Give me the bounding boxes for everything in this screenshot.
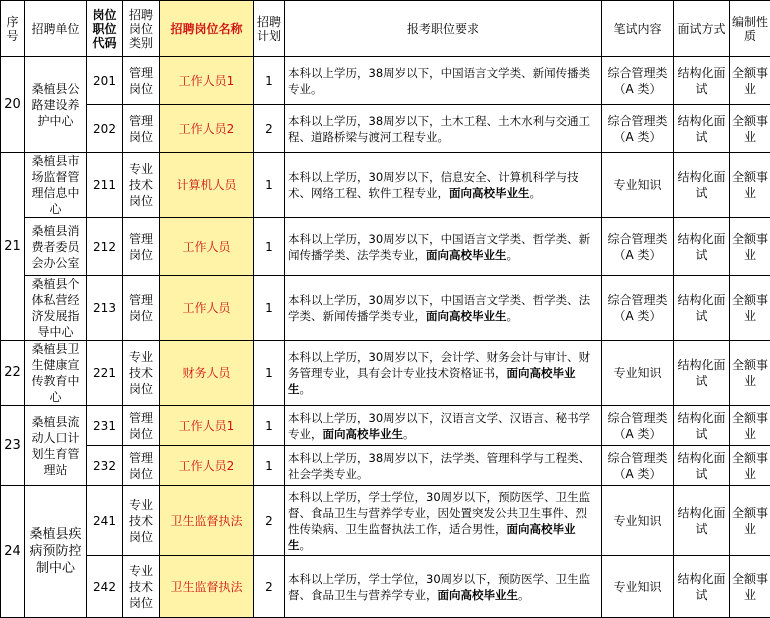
- plan-cell: 1: [254, 276, 285, 341]
- exam-cell: 专业知识: [602, 153, 674, 218]
- table-row: [1, 341, 770, 406]
- requirements-cell: 本科以上学历，38周岁以下，中国语言文学类、新闻传播类专业。: [285, 57, 602, 105]
- code-cell: 212: [87, 218, 123, 276]
- table-row: [1, 218, 770, 276]
- requirements-cell: 本科以上学历，30周岁以下，汉语言文学、汉语言、秘书学专业，面向高校毕业生。: [285, 406, 602, 446]
- table-row: [1, 446, 770, 486]
- position-name-cell: 工作人员1: [160, 406, 254, 446]
- code-cell: 241: [87, 486, 123, 556]
- exam-cell: 综合管理类（A 类）: [602, 406, 674, 446]
- unit-cell: 桑植县公路建设养护中心: [25, 57, 87, 153]
- position-name-cell: 工作人员: [160, 276, 254, 341]
- seq-cell: 23: [1, 406, 25, 486]
- plan-cell: 2: [254, 486, 285, 556]
- code-cell: 221: [87, 341, 123, 406]
- position-name-cell: 卫生监督执法: [160, 486, 254, 556]
- interview-cell: 结构化面试: [674, 406, 730, 446]
- category-cell: 专业技术岗位: [123, 556, 160, 618]
- interview-cell: 结构化面试: [674, 486, 730, 556]
- code-cell: 232: [87, 446, 123, 486]
- code-cell: 202: [87, 105, 123, 153]
- position-name-cell: 计算机人员: [160, 153, 254, 218]
- requirements-cell: 本科以上学历，学士学位，30周岁以下，预防医学、卫生监督、食品卫生与营养学专业，因处置突发公共卫生事件、烈性传染病、卫生监督执法工作，适合男性，面向高校毕业生。: [285, 486, 602, 556]
- category-cell: 管理岗位: [123, 406, 160, 446]
- exam-cell: 综合管理类（A 类）: [602, 105, 674, 153]
- staffing-cell: 全额事业: [730, 406, 770, 446]
- header-code: 岗位职位代码: [87, 1, 123, 57]
- interview-cell: 结构化面试: [674, 446, 730, 486]
- plan-cell: 1: [254, 57, 285, 105]
- table-row: [1, 153, 770, 218]
- position-name-cell: 工作人员: [160, 218, 254, 276]
- header-staffing: 编制性质: [730, 1, 770, 57]
- unit-cell: 桑植县流动人口计划生育管理站: [25, 406, 87, 486]
- unit-cell: 桑植县疾病预防控制中心: [25, 486, 87, 618]
- table-row: [1, 556, 770, 618]
- header-name: 招聘岗位名称: [160, 1, 254, 57]
- seq-cell: 21: [1, 153, 25, 341]
- header-interview: 面试方式: [674, 1, 730, 57]
- staffing-cell: 全额事业: [730, 556, 770, 618]
- plan-cell: 1: [254, 406, 285, 446]
- table-row: [1, 276, 770, 341]
- header-unit: 招聘单位: [25, 1, 87, 57]
- seq-cell: 20: [1, 57, 25, 153]
- staffing-cell: 全额事业: [730, 218, 770, 276]
- requirements-cell: 本科以上学历，38周岁以下，土木工程、土木水利与交通工程、道路桥梁与渡河工程专业。: [285, 105, 602, 153]
- code-cell: 231: [87, 406, 123, 446]
- plan-cell: 2: [254, 556, 285, 618]
- interview-cell: 结构化面试: [674, 276, 730, 341]
- header-seq: 序号: [1, 1, 25, 57]
- staffing-cell: 全额事业: [730, 486, 770, 556]
- staffing-cell: 全额事业: [730, 105, 770, 153]
- staffing-cell: 全额事业: [730, 153, 770, 218]
- interview-cell: 结构化面试: [674, 556, 730, 618]
- exam-cell: 专业知识: [602, 486, 674, 556]
- unit-cell: 桑植县市场监督管理信息中心: [25, 153, 87, 218]
- exam-cell: 综合管理类（A 类）: [602, 276, 674, 341]
- category-cell: 专业技术岗位: [123, 486, 160, 556]
- requirements-cell: 本科以上学历，30周岁以下，中国语言文学类、哲学类、法学类、新闻传播学类专业，面向高校毕业生。: [285, 276, 602, 341]
- position-name-cell: 卫生监督执法: [160, 556, 254, 618]
- exam-cell: 专业知识: [602, 556, 674, 618]
- exam-cell: 专业知识: [602, 341, 674, 406]
- staffing-cell: 全额事业: [730, 276, 770, 341]
- table-row: [1, 57, 770, 105]
- plan-cell: 1: [254, 446, 285, 486]
- table-row: [1, 105, 770, 153]
- requirements-cell: 本科以上学历，38周岁以下，法学类、管理科学与工程类、社会学类专业。: [285, 446, 602, 486]
- interview-cell: 结构化面试: [674, 218, 730, 276]
- seq-cell: 22: [1, 341, 25, 406]
- plan-cell: 2: [254, 105, 285, 153]
- header-row: [1, 1, 770, 57]
- interview-cell: 结构化面试: [674, 57, 730, 105]
- requirements-cell: 本科以上学历，30周岁以下，会计学、财务会计与审计、财务管理专业，具有会计专业技术资格证书，面向高校毕业生。: [285, 341, 602, 406]
- requirements-cell: 本科以上学历，30周岁以下，信息安全、计算机科学与技术、网络工程、软件工程专业，面向高校毕业生。: [285, 153, 602, 218]
- header-plan: 招聘计划: [254, 1, 285, 57]
- category-cell: 管理岗位: [123, 276, 160, 341]
- unit-cell: 桑植县个体私营经济发展指导中心: [25, 276, 87, 341]
- unit-cell: 桑植县消费者委员会办公室: [25, 218, 87, 276]
- category-cell: 专业技术岗位: [123, 153, 160, 218]
- staffing-cell: 全额事业: [730, 57, 770, 105]
- code-cell: 211: [87, 153, 123, 218]
- position-name-cell: 工作人员2: [160, 446, 254, 486]
- header-exam: 笔试内容: [602, 1, 674, 57]
- staffing-cell: 全额事业: [730, 446, 770, 486]
- requirements-cell: 本科以上学历，30周岁以下，中国语言文学类、哲学类、新闻传播学类、法学类专业，面向高校毕业生。: [285, 218, 602, 276]
- plan-cell: 1: [254, 153, 285, 218]
- position-name-cell: 工作人员2: [160, 105, 254, 153]
- header-category: 招聘岗位类别: [123, 1, 160, 57]
- exam-cell: 综合管理类（A 类）: [602, 218, 674, 276]
- category-cell: 专业技术岗位: [123, 341, 160, 406]
- position-name-cell: 财务人员: [160, 341, 254, 406]
- staffing-cell: 全额事业: [730, 341, 770, 406]
- header-requirements: 报考职位要求: [285, 1, 602, 57]
- category-cell: 管理岗位: [123, 446, 160, 486]
- exam-cell: 综合管理类（A 类）: [602, 446, 674, 486]
- seq-cell: 24: [1, 486, 25, 618]
- interview-cell: 结构化面试: [674, 153, 730, 218]
- interview-cell: 结构化面试: [674, 105, 730, 153]
- category-cell: 管理岗位: [123, 57, 160, 105]
- exam-cell: 综合管理类（A 类）: [602, 57, 674, 105]
- unit-cell: 桑植县卫生健康宣传教育中心: [25, 341, 87, 406]
- category-cell: 管理岗位: [123, 218, 160, 276]
- interview-cell: 结构化面试: [674, 341, 730, 406]
- plan-cell: 1: [254, 218, 285, 276]
- category-cell: 管理岗位: [123, 105, 160, 153]
- table-row: [1, 486, 770, 556]
- code-cell: 213: [87, 276, 123, 341]
- code-cell: 201: [87, 57, 123, 105]
- table-row: [1, 406, 770, 446]
- plan-cell: 1: [254, 341, 285, 406]
- position-name-cell: 工作人员1: [160, 57, 254, 105]
- code-cell: 242: [87, 556, 123, 618]
- requirements-cell: 本科以上学历，学士学位，30周岁以下，预防医学、卫生监督、食品卫生与营养学专业，面向高校毕业生。: [285, 556, 602, 618]
